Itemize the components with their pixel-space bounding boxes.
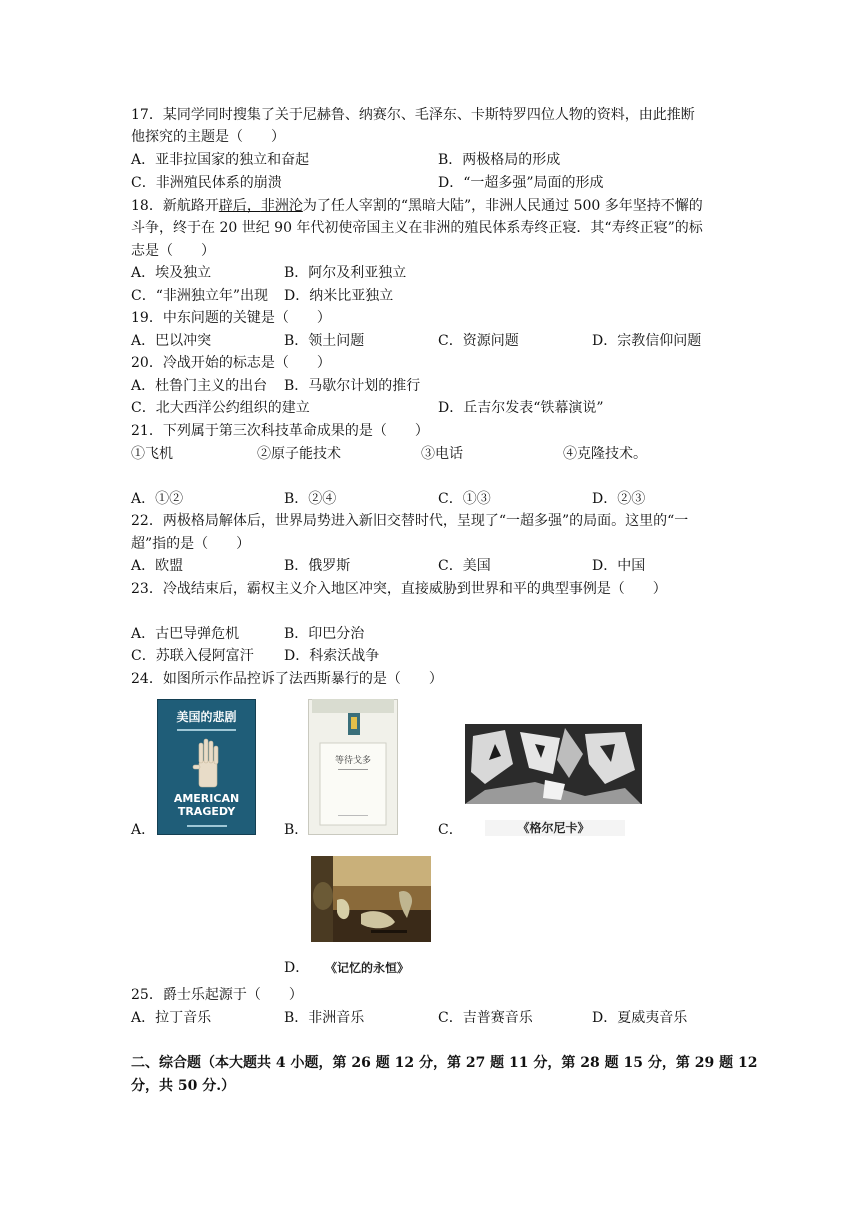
q18-stem-underlined-2: 非洲沦 (260, 198, 303, 214)
q17-option-d: D．“一超多强”局面的形成 (438, 175, 604, 191)
q20-option-a: A．杜鲁门主义的出台 (131, 378, 268, 394)
q23-option-a: A．古巴导弹危机 (131, 626, 240, 642)
q19-option-b: B．领土问题 (284, 333, 365, 349)
book-a-title: 美国的悲剧 (176, 710, 237, 724)
q24-stem: 24．如图所示作品控诉了法西斯暴行的是（ ） (131, 671, 443, 687)
q18-stem-line2: 斗争，终于在 20 世纪 90 年代初使帝国主义在非洲的殖民体系寿终正寝．其“寿终正寝”的标 (131, 220, 703, 236)
q22-option-a: A．欧盟 (131, 558, 184, 574)
q25-option-b: B．非洲音乐 (284, 1010, 365, 1026)
q25-option-c: C．吉普赛音乐 (438, 1010, 533, 1026)
q24-option-a-label: A． (131, 822, 156, 838)
section2-heading-line1: 二、综合题（本大题共 4 小题，第 26 题 12 分，第 27 题 11 分，第 28 题 15 分，第 29 题 12 (131, 1055, 758, 1071)
q17-option-c: C．非洲殖民体系的崩溃 (131, 175, 282, 191)
q20-option-c: C．北大西洋公约组织的建立 (131, 400, 310, 416)
q18-option-d: D．纳米比亚独立 (284, 288, 394, 304)
q19-option-c: C．资源问题 (438, 333, 519, 349)
q17-option-a: A．亚非拉国家的独立和奋起 (131, 152, 310, 168)
q17-stem-line2: 他探究的主题是（ ） (131, 129, 285, 145)
q21-item-3: ③电话 (421, 446, 463, 462)
book-a-en-title-1: AMERICAN (173, 792, 240, 805)
q22-option-b: B．俄罗斯 (284, 558, 351, 574)
q23-option-c: C．苏联入侵阿富汗 (131, 648, 254, 664)
q17-option-b: B．两极格局的形成 (438, 152, 561, 168)
q24-option-c-label: C． (438, 822, 463, 838)
q23-stem: 23．冷战结束后，霸权主义介入地区冲突，直接威胁到世界和平的典型事例是（ ） (131, 581, 667, 597)
painting-guernica (465, 724, 642, 836)
q21-option-b: B．②④ (284, 491, 337, 507)
q20-option-b: B．马歇尔计划的推行 (284, 378, 421, 394)
q19-stem: 19．中东问题的关键是（ ） (131, 310, 331, 326)
q19-option-d: D．宗教信仰问题 (592, 333, 702, 349)
q18-option-a: A．埃及独立 (131, 265, 212, 281)
book-cover-american-tragedy (157, 699, 256, 835)
q23-option-b: B．印巴分治 (284, 626, 365, 642)
painting-persistence-of-memory (311, 856, 431, 976)
caption-guernica: 《格尔尼卡》 (517, 821, 590, 835)
q25-option-a: A．拉丁音乐 (131, 1010, 212, 1026)
book-b-title: 等待戈多 (334, 756, 372, 766)
book-cover-waiting-for-godot (308, 699, 398, 835)
book-a-en-title-2: TRAGEDY (177, 805, 236, 818)
q18-stem-part2: 为了任人宰割的“黑暗大陆”，非洲人民通过 500 多年坚持不懈的 (302, 198, 703, 214)
q22-option-d: D．中国 (592, 558, 646, 574)
q20-stem: 20．冷战开始的标志是（ ） (131, 355, 331, 371)
section2-heading-line2: 分，共 50 分.） (131, 1078, 236, 1094)
q18-stem-line1 (131, 195, 703, 217)
q18-stem-line3: 志是（ ） (131, 243, 215, 259)
q17-stem-line1: 17．某同学同时搜集了关于尼赫鲁、纳赛尔、毛泽东、卡斯特罗四位人物的资料，由此推断 (131, 107, 695, 123)
q21-item-2: ②原子能技术 (257, 446, 341, 462)
q18-stem-part1: 18．新航路开 (131, 198, 219, 214)
q21-option-c: C．①③ (438, 491, 491, 507)
q25-stem: 25．爵士乐起源于（ ） (131, 987, 303, 1003)
q22-option-c: C．美国 (438, 558, 491, 574)
q25-option-d: D．夏威夷音乐 (592, 1010, 688, 1026)
q21-option-d: D．②③ (592, 491, 646, 507)
q23-option-d: D．科索沃战争 (284, 648, 380, 664)
q21-item-4: ④克隆技术。 (563, 446, 647, 462)
q21-option-a: A．①② (131, 491, 184, 507)
q24-option-b-label: B． (284, 822, 309, 838)
q18-stem-underlined-1: 辟后， (218, 198, 261, 214)
q21-stem: 21．下列属于第三次科技革命成果的是（ ） (131, 423, 429, 439)
q18-option-c: C．“非洲独立年”出现 (131, 288, 269, 304)
q22-stem-line1: 22．两极格局解体后，世界局势进入新旧交替时代，呈现了“一超多强”的局面。这里的“一 (131, 513, 689, 529)
q18-option-b: B．阿尔及利亚独立 (284, 265, 407, 281)
q20-option-d: D．丘吉尔发表“铁幕演说” (438, 400, 604, 416)
q19-option-a: A．巴以冲突 (131, 333, 212, 349)
caption-persistence-of-memory: 《记忆的永恒》 (324, 961, 410, 975)
q24-option-d-label: D． (284, 960, 310, 976)
q21-item-1: ①飞机 (131, 446, 173, 462)
q22-stem-line2: 超”指的是（ ） (131, 536, 251, 552)
